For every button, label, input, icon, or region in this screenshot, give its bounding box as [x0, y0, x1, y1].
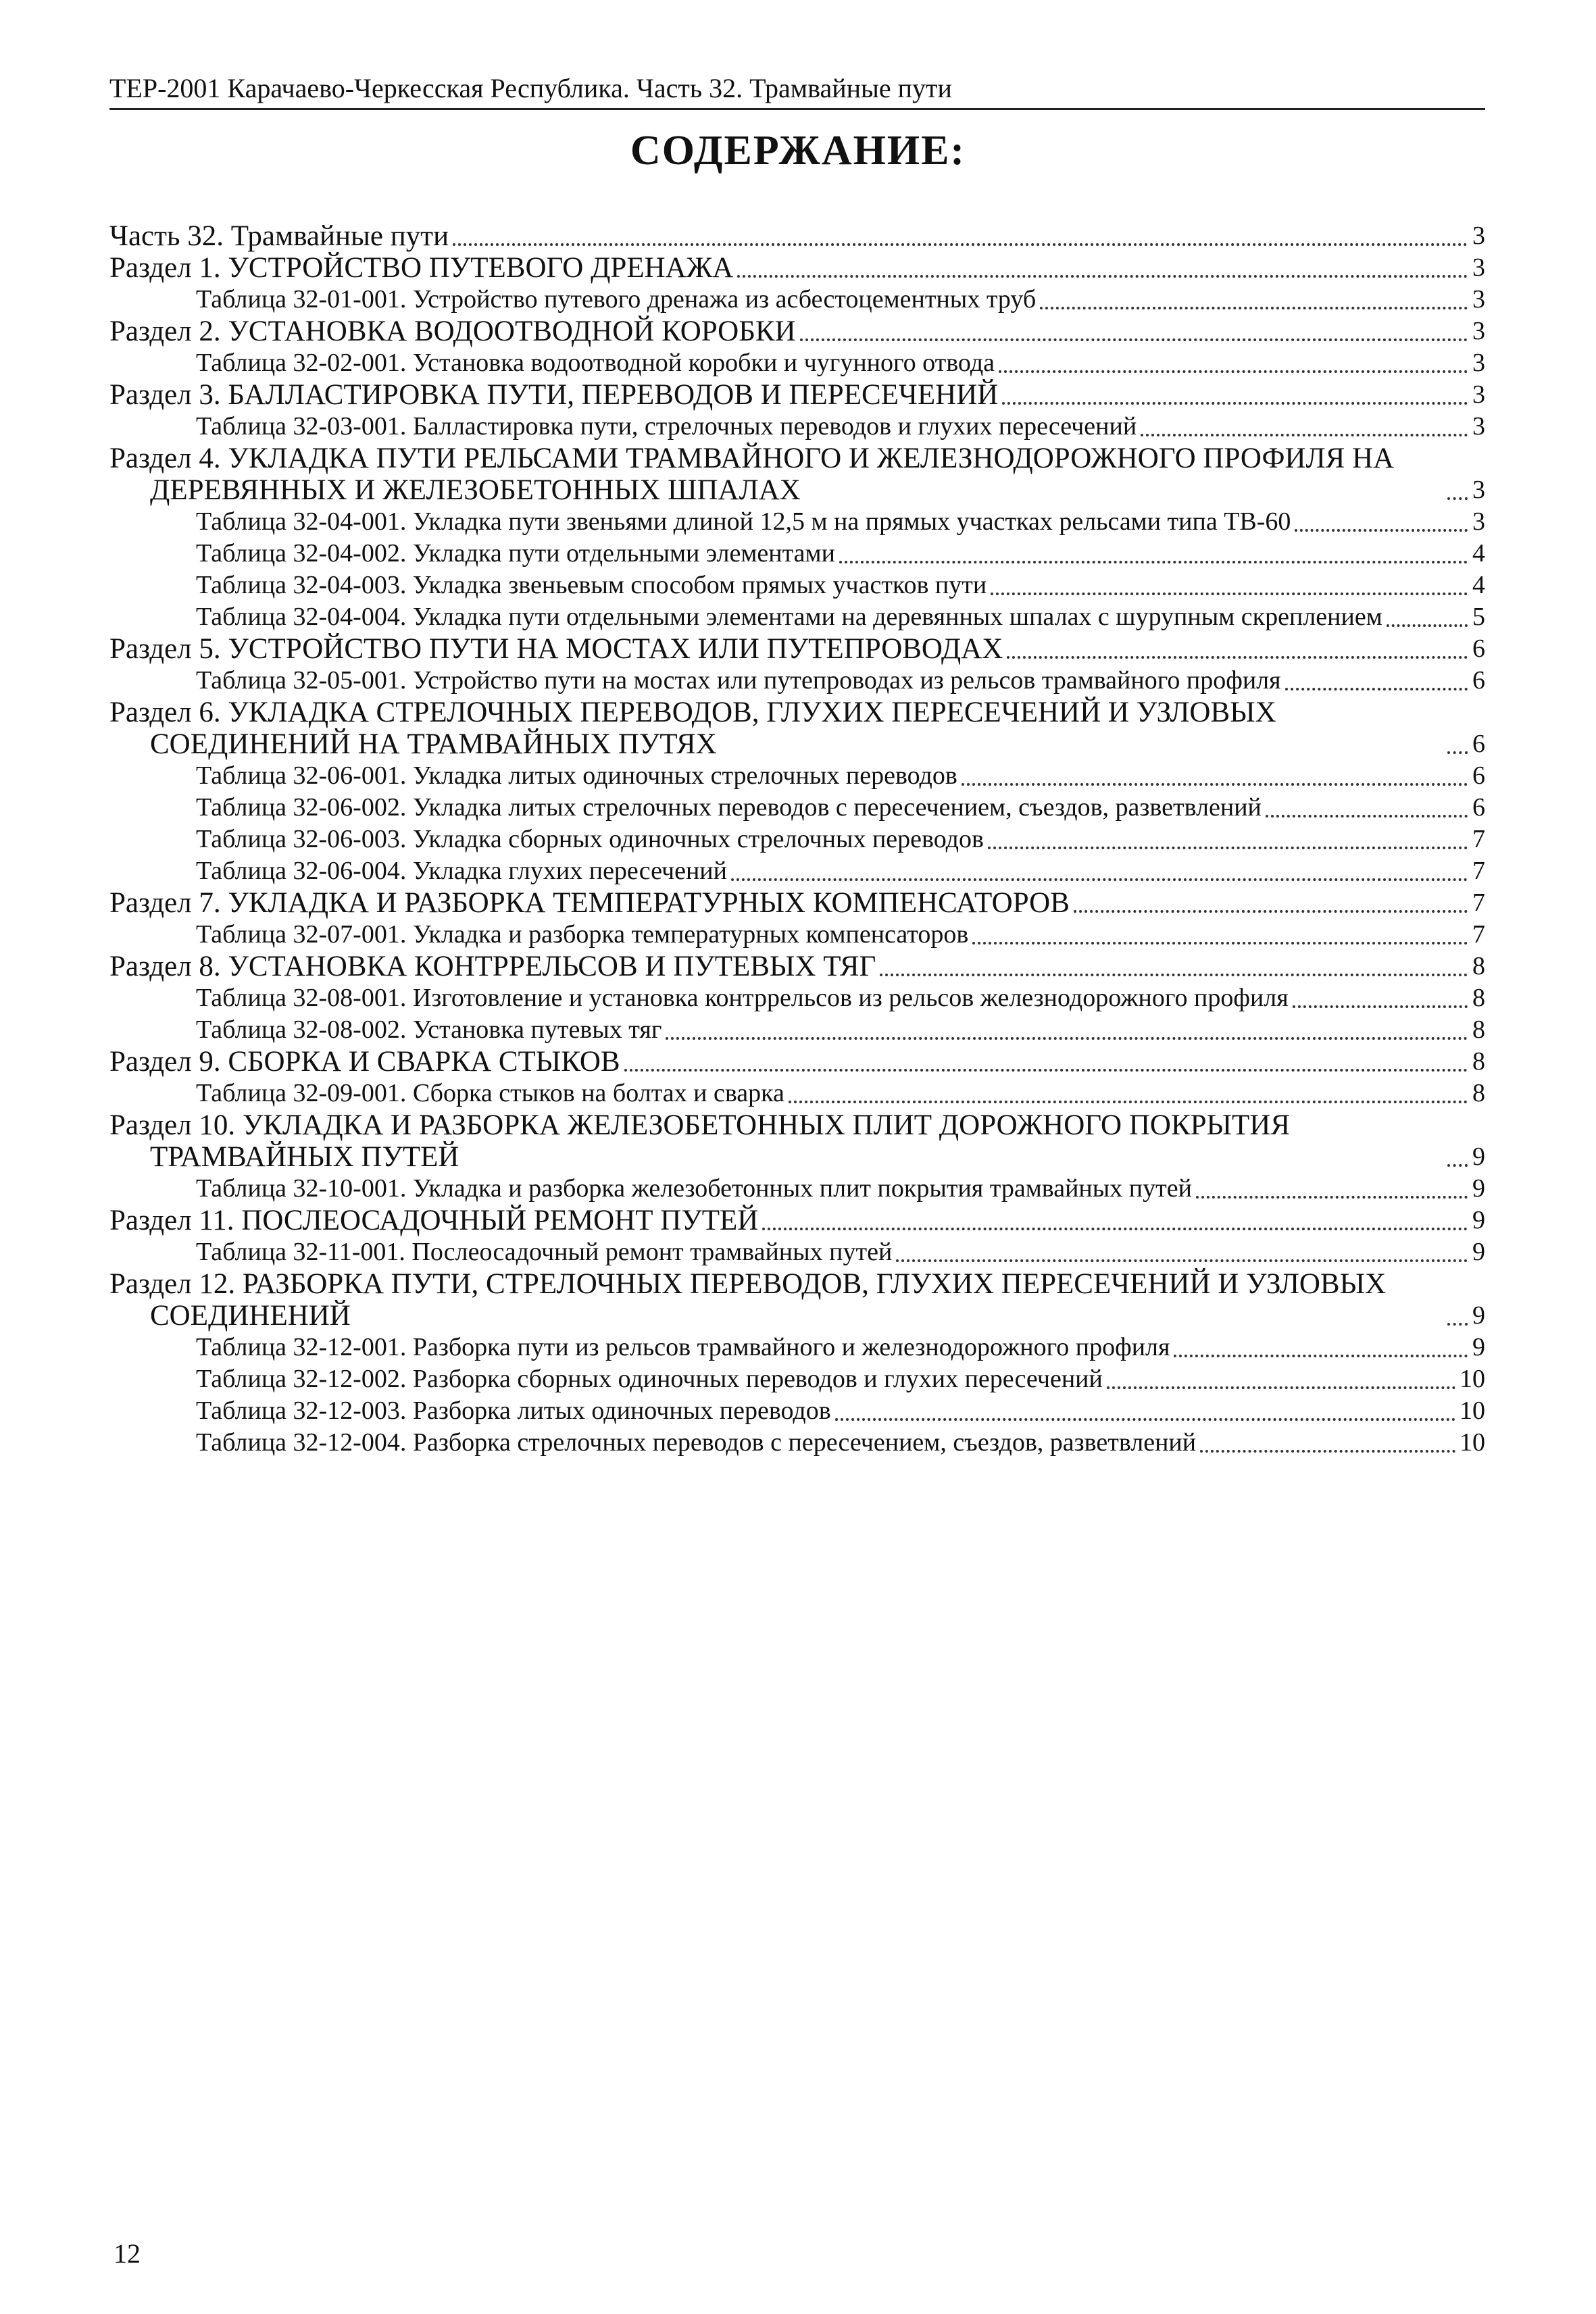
toc-section-entry	[109, 633, 1485, 665]
toc-entry-page: 3	[1472, 349, 1485, 377]
dot-leader	[988, 837, 1468, 849]
toc-entry-title: Таблица 32-06-004. Укладка глухих пересечений	[196, 857, 727, 885]
toc-entry-title: Таблица 32-06-001. Укладка литых одиночных стрелочных переводов	[196, 761, 957, 790]
toc-entry-title: Таблица 32-08-001. Изготовление и установка контррельсов из рельсов железнодорожного профиля	[196, 984, 1289, 1012]
toc-table-entry	[109, 919, 1485, 951]
toc-entry-page: 3	[1472, 253, 1485, 282]
toc-section-entry	[109, 1205, 1485, 1236]
dot-leader	[1074, 901, 1468, 913]
dot-leader	[1285, 678, 1468, 690]
dot-leader	[1447, 742, 1468, 754]
toc-entry-page: 9	[1472, 1174, 1485, 1203]
toc-entry-page: 3	[1472, 380, 1485, 409]
toc-table-entry	[109, 760, 1485, 792]
toc-entry-title: Таблица 32-12-003. Разборка литых одиночных переводов	[196, 1397, 831, 1425]
toc-entry-page: 10	[1460, 1428, 1485, 1457]
page-number: 12	[114, 2238, 141, 2269]
toc-section-entry	[109, 379, 1485, 411]
toc-entry-title: Раздел 5. УСТРОЙСТВО ПУТИ НА МОСТАХ ИЛИ ПУТЕПРОВОДАХ	[109, 633, 1003, 665]
toc-section-entry	[109, 887, 1485, 919]
toc-entry-page: 7	[1472, 888, 1485, 917]
toc-table-entry	[109, 538, 1485, 570]
toc-entry-title: Таблица 32-06-003. Укладка сборных одиночных стрелочных переводов	[196, 825, 984, 853]
toc-entry-page: 3	[1472, 412, 1485, 441]
toc-entry-title: Таблица 32-12-001. Разборка пути из рельсов трамвайного и железнодорожного профиля	[196, 1333, 1170, 1361]
dot-leader	[666, 1028, 1468, 1040]
toc-entry-page: 6	[1472, 761, 1485, 790]
toc-entry-title: Раздел 12. РАЗБОРКА ПУТИ, СТРЕЛОЧНЫХ ПЕРЕВОДОВ, ГЛУХИХ ПЕРЕСЕЧЕНИЙ И УЗЛОВЫХ СОЕДИНЕНИЙ	[109, 1268, 1387, 1332]
dot-leader	[1295, 520, 1468, 532]
toc-table-entry	[109, 1395, 1485, 1427]
toc-section-entry	[109, 697, 1485, 760]
toc-entry-title: Таблица 32-12-002. Разборка сборных одиночных переводов и глухих пересечений	[196, 1365, 1103, 1393]
toc-entry-title: Таблица 32-01-001. Устройство путевого дренажа из асбестоцементных труб	[196, 285, 1037, 313]
dot-leader	[453, 234, 1468, 246]
toc-entry-page: 9	[1472, 1206, 1485, 1234]
toc-entry-page: 10	[1460, 1397, 1485, 1425]
toc-entry-title: Раздел 1. УСТРОЙСТВО ПУТЕВОГО ДРЕНАЖА	[109, 252, 734, 284]
toc-entry-page: 9	[1472, 1142, 1485, 1171]
toc-section-entry	[109, 1268, 1485, 1332]
toc-section-entry	[109, 316, 1485, 347]
toc-table-entry	[109, 411, 1485, 443]
dot-leader	[737, 266, 1468, 278]
toc-entry-page: 7	[1472, 825, 1485, 853]
toc-entry-page: 10	[1460, 1365, 1485, 1393]
table-of-contents	[109, 220, 1485, 1459]
toc-entry-title: Таблица 32-07-001. Укладка и разборка температурных компенсаторов	[196, 920, 969, 949]
dot-leader	[800, 329, 1468, 341]
dot-leader	[1107, 1377, 1455, 1389]
running-header: ТЕР-2001 Карачаево-Черкесская Республика. Часть 32. Трамвайные пути	[109, 72, 1485, 110]
dot-leader	[1174, 1345, 1468, 1357]
dot-leader	[896, 1250, 1468, 1262]
toc-entry-page: 6	[1472, 634, 1485, 663]
toc-entry-title: Таблица 32-09-001. Сборка стыков на болтах и сварка	[196, 1079, 784, 1107]
toc-entry-page: 7	[1472, 920, 1485, 949]
toc-entry-title: Раздел 3. БАЛЛАСТИРОВКА ПУТИ, ПЕРЕВОДОВ И ПЕРЕСЕЧЕНИЙ	[109, 379, 999, 411]
toc-entry-page: 7	[1472, 857, 1485, 885]
toc-entry-title: Таблица 32-06-002. Укладка литых стрелочных переводов с пересечением, съездов, разветвлений	[196, 793, 1262, 822]
toc-table-entry	[109, 665, 1485, 697]
dot-leader	[1447, 1313, 1468, 1326]
toc-entry-page: 9	[1472, 1238, 1485, 1266]
toc-entry-title: Раздел 10. УКЛАДКА И РАЗБОРКА ЖЕЛЕЗОБЕТОННЫХ ПЛИТ ДОРОЖНОГО ПОКРЫТИЯ ТРАМВАЙНЫХ ПУТЕЙ	[109, 1109, 1291, 1173]
toc-section-entry	[109, 951, 1485, 982]
toc-entry-page: 8	[1472, 1015, 1485, 1044]
toc-table-entry	[109, 1332, 1485, 1363]
toc-entry-title: Таблица 32-04-001. Укладка пути звеньями длиной 12,5 м на прямых участках рельсами типа ТВ-60	[196, 507, 1291, 536]
toc-section-entry	[109, 443, 1485, 506]
dot-leader	[972, 932, 1468, 945]
toc-entry-page: 8	[1472, 1079, 1485, 1107]
toc-entry-page: 6	[1472, 793, 1485, 822]
toc-entry-title: Таблица 32-05-001. Устройство пути на мостах или путепроводах из рельсов трамвайного профиля	[196, 666, 1281, 695]
toc-table-entry	[109, 1363, 1485, 1395]
toc-table-entry	[109, 601, 1485, 633]
toc-entry-page: 9	[1472, 1333, 1485, 1361]
toc-entry-page: 5	[1472, 603, 1485, 631]
dot-leader	[1447, 1155, 1468, 1167]
toc-section-entry	[109, 1109, 1485, 1173]
dot-leader	[1293, 996, 1468, 1008]
toc-table-entry	[109, 792, 1485, 824]
toc-table-entry	[109, 570, 1485, 601]
dot-leader	[1200, 1440, 1455, 1453]
dot-leader	[1196, 1186, 1468, 1199]
toc-section-entry	[109, 1046, 1485, 1078]
toc-table-entry	[109, 284, 1485, 316]
dot-leader	[999, 361, 1468, 373]
toc-entry-title: Часть 32. Трамвайные пути	[109, 220, 449, 252]
toc-entry-page: 8	[1472, 1047, 1485, 1076]
dot-leader	[991, 583, 1468, 595]
toc-entry-title: Раздел 9. СБОРКА И СВАРКА СТЫКОВ	[109, 1046, 620, 1078]
dot-leader	[1007, 647, 1468, 659]
toc-table-entry	[109, 1236, 1485, 1268]
toc-section-entry	[109, 252, 1485, 284]
toc-entry-title: Таблица 32-04-004. Укладка пути отдельными элементами на деревянных шпалах с шурупным скреплением	[196, 603, 1382, 631]
toc-entry-page: 4	[1472, 571, 1485, 599]
toc-entry-page: 3	[1472, 285, 1485, 313]
toc-entry-page: 3	[1472, 317, 1485, 345]
dot-leader	[624, 1059, 1468, 1072]
dot-leader	[1447, 488, 1468, 500]
toc-entry-page: 3	[1472, 476, 1485, 504]
toc-entry-title: Раздел 7. УКЛАДКА И РАЗБОРКА ТЕМПЕРАТУРНЫХ КОМПЕНСАТОРОВ	[109, 887, 1070, 919]
toc-table-entry	[109, 982, 1485, 1014]
toc-entry-title: Раздел 2. УСТАНОВКА ВОДООТВОДНОЙ КОРОБКИ	[109, 316, 796, 347]
toc-entry-title: Таблица 32-11-001. Послеосадочный ремонт трамвайных путей	[196, 1238, 893, 1266]
dot-leader	[1002, 393, 1468, 405]
toc-entry-page: 3	[1472, 222, 1485, 250]
toc-section-entry	[109, 220, 1485, 252]
toc-table-entry	[109, 824, 1485, 855]
toc-entry-title: Раздел 8. УСТАНОВКА КОНТРРЕЛЬСОВ И ПУТЕВЫХ ТЯГ	[109, 951, 876, 982]
toc-entry-title: Таблица 32-04-002. Укладка пути отдельными элементами	[196, 539, 835, 568]
toc-table-entry	[109, 347, 1485, 379]
toc-entry-title: Таблица 32-02-001. Установка водоотводной коробки и чугунного отвода	[196, 349, 995, 377]
toc-table-entry	[109, 1173, 1485, 1205]
dot-leader	[1040, 297, 1468, 309]
dot-leader	[731, 869, 1468, 881]
toc-table-entry	[109, 506, 1485, 538]
toc-entry-title: Таблица 32-12-004. Разборка стрелочных переводов с пересечением, съездов, разветвлений	[196, 1428, 1197, 1457]
dot-leader	[880, 964, 1468, 976]
toc-entry-title: Таблица 32-08-002. Установка путевых тяг	[196, 1015, 662, 1044]
toc-entry-page: 6	[1472, 730, 1485, 758]
toc-entry-page: 4	[1472, 539, 1485, 568]
dot-leader	[789, 1091, 1468, 1103]
toc-table-entry	[109, 1014, 1485, 1046]
toc-entry-title: Таблица 32-04-003. Укладка звеньевым способом прямых участков пути	[196, 571, 987, 599]
dot-leader	[835, 1409, 1455, 1421]
toc-entry-title: Раздел 4. УКЛАДКА ПУТИ РЕЛЬСАМИ ТРАМВАЙНОГО И ЖЕЛЕЗНОДОРОЖНОГО ПРОФИЛЯ НА ДЕРЕВЯННЫХ И ЖЕЛЕЗОБЕТОННЫХ ШПАЛАХ	[109, 443, 1395, 506]
dot-leader	[1387, 615, 1468, 627]
toc-table-entry	[109, 1427, 1485, 1459]
toc-entry-title: Таблица 32-10-001. Укладка и разборка железобетонных плит покрытия трамвайных путей	[196, 1174, 1192, 1203]
toc-entry-title: Таблица 32-03-001. Балластировка пути, стрелочных переводов и глухих пересечений	[196, 412, 1137, 441]
toc-entry-page: 8	[1472, 984, 1485, 1012]
dot-leader	[839, 551, 1468, 563]
toc-entry-page: 8	[1472, 952, 1485, 980]
toc-entry-title: Раздел 6. УКЛАДКА СТРЕЛОЧНЫХ ПЕРЕВОДОВ, ГЛУХИХ ПЕРЕСЕЧЕНИЙ И УЗЛОВЫХ СОЕДИНЕНИЙ НА ТРАМВАЙНЫХ ПУТЯХ	[109, 697, 1276, 760]
dot-leader	[1141, 424, 1468, 436]
page-title: СОДЕРЖАНИЕ:	[630, 128, 966, 174]
dot-leader	[1266, 805, 1468, 818]
toc-table-entry	[109, 855, 1485, 887]
dot-leader	[962, 774, 1468, 786]
toc-entry-title: Раздел 11. ПОСЛЕОСАДОЧНЫЙ РЕМОНТ ПУТЕЙ	[109, 1205, 759, 1236]
toc-table-entry	[109, 1078, 1485, 1109]
dot-leader	[762, 1218, 1468, 1230]
toc-entry-page: 9	[1472, 1301, 1485, 1330]
toc-entry-page: 3	[1472, 507, 1485, 536]
toc-entry-page: 6	[1472, 666, 1485, 695]
